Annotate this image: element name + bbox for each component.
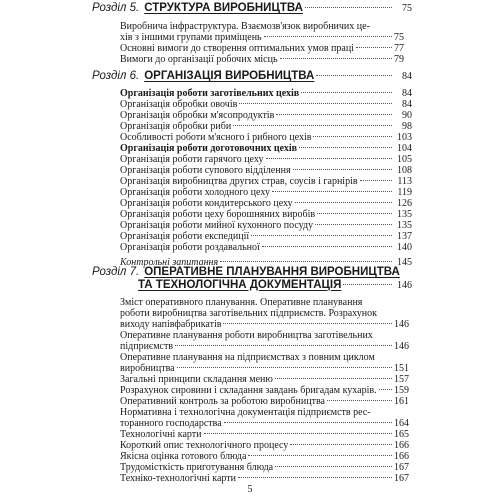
entry-text: Трудомісткість приготування блюда <box>120 462 274 473</box>
toc-entry <box>92 54 412 65</box>
page-number: 145 <box>397 257 412 268</box>
page-number: 113 <box>397 176 412 187</box>
toc-entry <box>92 330 412 352</box>
entry-text: Оперативне планування на підприємствах з повним циклом <box>120 352 375 363</box>
page-number: 104 <box>397 143 412 154</box>
entry-text: Особливості роботи м'ясного і рибного цехів <box>120 132 312 143</box>
entry-text: торанного господарства <box>120 418 222 429</box>
page-number: 137 <box>397 231 412 242</box>
leader-dots <box>379 389 392 390</box>
page-number: 84 <box>402 88 412 99</box>
toc-entry <box>92 231 412 242</box>
page-number: 75 <box>402 3 412 14</box>
page-number: 126 <box>397 198 412 209</box>
page-folio: 5 <box>247 484 253 495</box>
toc-entry <box>92 88 412 99</box>
section-6 <box>92 70 412 268</box>
leader-dots <box>175 345 392 346</box>
entry-text: Організація роботи експедиції <box>120 231 250 242</box>
page-number: 77 <box>394 43 404 54</box>
leader-dots <box>327 400 392 401</box>
toc-entry <box>92 121 412 132</box>
page-number: 108 <box>397 165 412 176</box>
toc-entry <box>92 429 412 440</box>
toc-entry <box>92 187 412 198</box>
toc-entry <box>92 220 412 231</box>
toc-entry <box>92 462 412 473</box>
entry-text: Зміст оперативного планування. Оперативне планування <box>120 297 363 308</box>
leader-dots <box>299 147 392 148</box>
entry-text: Основні вимоги до створення оптимальних умов праці <box>120 43 354 54</box>
toc-entry <box>92 242 412 253</box>
leader-dots <box>317 213 392 214</box>
entry-text: Виробнича інфраструктура. Взаємозв'язок виробничих це- <box>120 21 370 32</box>
section-title: СТРУКТУРА ВИРОБНИЦТВА <box>144 2 303 14</box>
leader-dots <box>224 422 392 423</box>
entry-list <box>92 21 412 65</box>
leader-dots <box>305 7 392 8</box>
entry-text: підприємств <box>120 341 174 352</box>
toc-entry <box>92 209 412 220</box>
page-number: 98 <box>402 121 412 132</box>
leader-dots <box>233 125 392 126</box>
toc-entry <box>92 110 412 121</box>
entry-text: Організація роботи гарячого цеху <box>120 154 264 165</box>
entry-text: Техніко-технологічні карти <box>120 473 237 484</box>
leader-dots <box>272 191 392 192</box>
section-title-line-1: ОПЕРАТИВНЕ ПЛАНУВАННЯ ВИРОБНИЦТВА <box>144 266 400 278</box>
leader-dots <box>316 75 392 76</box>
entry-text: Організація виробництва других страв, соусів і гарнірів <box>120 176 358 187</box>
toc-entry <box>92 407 412 429</box>
leader-dots <box>293 169 392 170</box>
entry-text: Технологічні карти <box>120 429 202 440</box>
toc-entry <box>92 198 412 209</box>
page-number: 75 <box>394 32 404 43</box>
entry-text: Організація роботи доготовочних цехів <box>120 143 298 154</box>
page-number: 166 <box>394 451 409 462</box>
page-number: 105 <box>397 154 412 165</box>
toc-entry <box>92 396 412 407</box>
entry-text: Вимоги до організації робочих місць <box>120 54 278 65</box>
leader-dots <box>343 284 392 285</box>
page-number: 164 <box>394 418 409 429</box>
section-7 <box>92 266 412 484</box>
entry-text: Оперативне планування роботи виробництва заготівельних <box>120 330 373 341</box>
toc-entry <box>92 297 412 330</box>
entry-text: виробництва <box>120 363 175 374</box>
leader-dots <box>315 224 392 225</box>
page-number: 151 <box>394 363 409 374</box>
entry-text: Загальні принципи складання меню <box>120 374 273 385</box>
toc-entry <box>92 143 412 154</box>
page-number: 166 <box>394 440 409 451</box>
entry-text: Організація обробки овочів <box>120 99 238 110</box>
toc-entry <box>92 473 412 484</box>
entry-text: Організація роботи мийної кухонного посуду <box>120 220 314 231</box>
entry-text: Короткий опис технологічного процесу <box>120 440 289 451</box>
leader-dots <box>290 444 392 445</box>
section-heading <box>92 70 412 83</box>
section-heading <box>92 2 412 15</box>
leader-dots <box>220 261 392 262</box>
page-number: 146 <box>394 319 409 330</box>
toc-entry <box>92 21 412 43</box>
page-number: 165 <box>394 429 409 440</box>
leader-dots <box>295 202 392 203</box>
toc-entry <box>92 132 412 143</box>
entry-text: Якісна оцінка готового блюда <box>120 451 247 462</box>
page-number: 146 <box>394 341 409 352</box>
page-number: 119 <box>397 187 412 198</box>
toc-entry <box>92 43 412 54</box>
leader-dots <box>313 136 392 137</box>
leader-dots <box>251 235 392 236</box>
page-number: 167 <box>394 462 409 473</box>
entry-text: Організація обробки м'ясопродуктів <box>120 110 275 121</box>
page-number: 90 <box>402 110 412 121</box>
toc-entry <box>92 440 412 451</box>
entry-text: Організація роботи роздавальної <box>120 242 260 253</box>
leader-dots <box>248 455 392 456</box>
leader-dots <box>360 180 392 181</box>
leader-dots <box>276 114 392 115</box>
page-number: 135 <box>397 209 412 220</box>
leader-dots <box>262 246 392 247</box>
toc-entry <box>92 374 412 385</box>
leader-dots <box>204 433 392 434</box>
page-number: 103 <box>397 132 412 143</box>
leader-dots <box>356 47 392 48</box>
leader-dots <box>238 477 392 478</box>
section-title: ОРГАНІЗАЦІЯ ВИРОБНИЦТВА <box>144 70 315 82</box>
entry-text: Розрахунок сировини і складання завдань бригадам кухарів. <box>120 385 377 396</box>
page-number: 79 <box>394 54 404 65</box>
section-number: Розділ 7. <box>92 266 140 278</box>
page-number: 161 <box>394 396 409 407</box>
entry-text: Організація роботи заготівельних цехів <box>120 88 300 99</box>
leader-dots <box>275 378 392 379</box>
page-number: 159 <box>394 385 409 396</box>
entry-text: Організація роботи цеху борошняних виробів <box>120 209 316 220</box>
toc-entry <box>92 451 412 462</box>
leader-dots <box>301 92 392 93</box>
section-title-line-2: ТА ТЕХНОЛОГІЧНА ДОКУМЕНТАЦІЯ <box>138 278 342 291</box>
section-number: Розділ 6. <box>92 70 140 82</box>
leader-dots <box>275 466 392 467</box>
leader-dots <box>280 58 392 59</box>
page-number: 157 <box>394 374 409 385</box>
leader-dots <box>266 158 393 159</box>
toc-entry <box>92 154 412 165</box>
entry-text: Контрольні запитання <box>120 257 219 268</box>
leader-dots <box>223 323 392 324</box>
entry-text: Оперативний контроль за роботою виробництва <box>120 396 325 407</box>
toc-entry <box>92 385 412 396</box>
entry-list <box>92 88 412 268</box>
page-number: 167 <box>394 473 409 484</box>
leader-dots <box>177 367 392 368</box>
section-heading <box>92 266 412 292</box>
section-number: Розділ 5. <box>92 2 140 14</box>
entry-text: виходу напівфабрикатів <box>120 319 222 330</box>
leader-dots <box>264 36 392 37</box>
section-5 <box>92 2 412 65</box>
page-number: 84 <box>402 99 412 110</box>
page-number: 140 <box>397 242 412 253</box>
toc-entry <box>92 99 412 110</box>
entry-text: Організація роботи кондитерського цеху <box>120 198 293 209</box>
toc-entry <box>92 176 412 187</box>
leader-dots <box>239 103 392 104</box>
toc-entry <box>92 352 412 374</box>
entry-text: хів з іншими групами приміщень <box>120 32 262 43</box>
entry-text: Організація роботи супового відділення <box>120 165 291 176</box>
toc-entry <box>92 165 412 176</box>
page-number: 84 <box>402 71 412 82</box>
entry-text: Нормативна і технологічна документація підприємств рес- <box>120 407 371 418</box>
entry-text: роботи виробництва заготівельних підприємств. Розрахунок <box>120 308 378 319</box>
entry-list <box>92 297 412 484</box>
entry-text: Організація роботи холодного цеху <box>120 187 270 198</box>
page-number: 135 <box>397 220 412 231</box>
page-number: 146 <box>397 279 412 291</box>
entry-text: Організація обробки риби <box>120 121 232 132</box>
